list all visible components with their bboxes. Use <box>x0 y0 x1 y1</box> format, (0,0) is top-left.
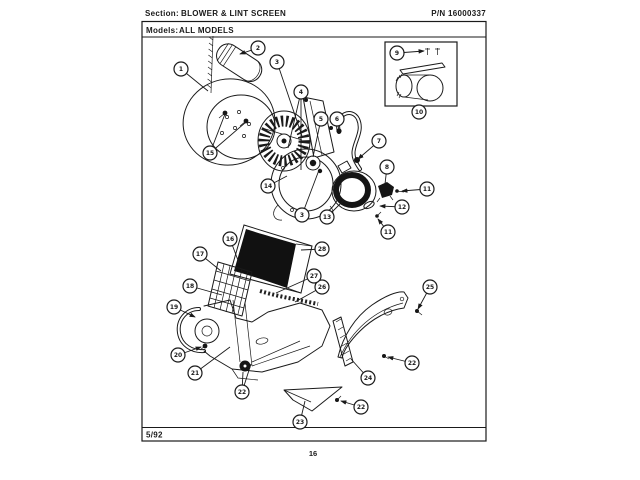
callout-18 <box>183 279 197 293</box>
part-number: P/N 16000337 <box>431 9 486 18</box>
felt-strip-drawing <box>284 387 342 411</box>
callout-12 <box>395 200 409 214</box>
callout-balloons <box>167 41 437 429</box>
svg-text:3: 3 <box>274 59 280 66</box>
callout-23 <box>293 415 307 429</box>
callout-8 <box>380 160 394 174</box>
callout-11 <box>420 182 434 196</box>
svg-text:4: 4 <box>298 89 304 96</box>
svg-text:1: 1 <box>178 66 184 73</box>
callout-22 <box>354 400 368 414</box>
callout-7 <box>372 134 386 148</box>
callout-10 <box>412 105 426 119</box>
callout-20 <box>171 348 185 362</box>
callout-1 <box>174 62 188 76</box>
callout-25 <box>423 280 437 294</box>
section-title: BLOWER & LINT SCREEN <box>181 9 287 18</box>
callout-2 <box>251 41 265 55</box>
callout-27 <box>307 269 321 283</box>
svg-text:20: 20 <box>173 352 183 359</box>
page-number: 16 <box>308 449 318 458</box>
callout-11 <box>381 225 395 239</box>
svg-text:7: 7 <box>376 138 382 145</box>
svg-text:5: 5 <box>318 116 324 123</box>
blower-wheel-drawing <box>258 111 310 171</box>
models-label: Models: <box>146 26 179 35</box>
section-label: Section: <box>145 9 179 18</box>
callout-13 <box>320 210 334 224</box>
callout-28 <box>315 242 329 256</box>
svg-text:16: 16 <box>225 236 235 243</box>
svg-text:21: 21 <box>190 370 200 377</box>
callout-6 <box>330 112 344 126</box>
svg-text:18: 18 <box>185 283 195 290</box>
motor-assembly-drawing <box>175 36 302 174</box>
svg-text:11: 11 <box>383 229 393 236</box>
svg-text:17: 17 <box>195 251 205 258</box>
callout-17 <box>193 247 207 261</box>
callout-3 <box>295 208 309 222</box>
svg-text:23: 23 <box>295 419 305 426</box>
svg-text:27: 27 <box>309 273 319 280</box>
svg-text:22: 22 <box>356 404 366 411</box>
svg-text:6: 6 <box>334 116 340 123</box>
svg-text:19: 19 <box>169 304 179 311</box>
svg-text:25: 25 <box>425 284 435 291</box>
svg-text:2: 2 <box>255 45 261 52</box>
revision-date: 5/92 <box>146 430 163 440</box>
svg-text:13: 13 <box>322 214 332 221</box>
callout-19 <box>167 300 181 314</box>
models-value: ALL MODELS <box>179 26 234 35</box>
callout-5 <box>314 112 328 126</box>
callout-9 <box>390 46 404 60</box>
callout-15 <box>203 146 217 160</box>
svg-text:8: 8 <box>384 164 390 171</box>
svg-text:22: 22 <box>237 389 247 396</box>
svg-text:10: 10 <box>414 109 424 116</box>
svg-text:28: 28 <box>317 246 327 253</box>
svg-text:9: 9 <box>394 50 400 57</box>
svg-text:3: 3 <box>299 212 305 219</box>
callout-14 <box>261 179 275 193</box>
svg-text:11: 11 <box>422 186 432 193</box>
svg-text:15: 15 <box>205 150 215 157</box>
svg-text:24: 24 <box>363 375 373 382</box>
svg-text:26: 26 <box>317 284 327 291</box>
callout-22 <box>405 356 419 370</box>
outlet-panel-drawing <box>333 292 422 366</box>
svg-text:14: 14 <box>263 183 273 190</box>
callout-21 <box>188 366 202 380</box>
callout-3 <box>270 55 284 69</box>
svg-text:22: 22 <box>407 360 417 367</box>
callout-22 <box>235 385 249 399</box>
svg-text:12: 12 <box>397 204 407 211</box>
callout-16 <box>223 232 237 246</box>
callout-24 <box>361 371 375 385</box>
callout-4 <box>294 85 308 99</box>
